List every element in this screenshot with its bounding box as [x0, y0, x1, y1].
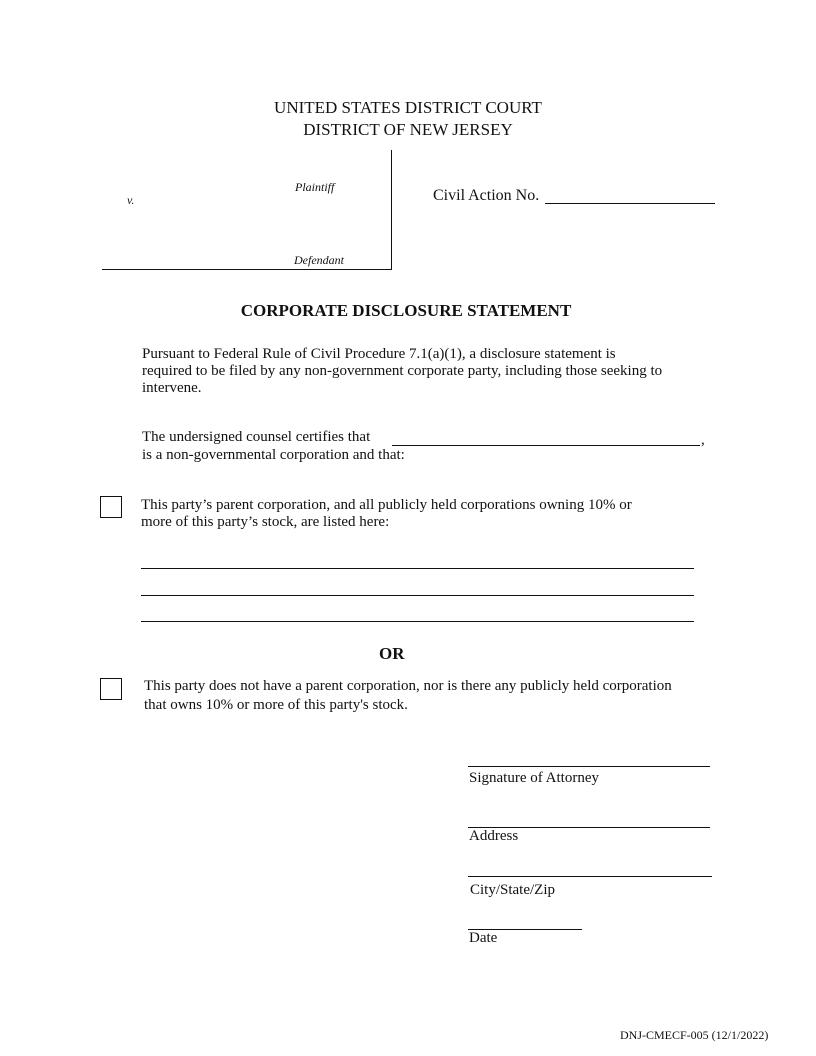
caption-bottom-rule: [102, 269, 392, 270]
option1-text: [141, 497, 701, 531]
certification-line-1: The undersigned counsel certifies that: [142, 429, 371, 445]
city-state-zip-label: City/State/Zip: [470, 882, 555, 898]
or-separator: OR: [379, 644, 405, 663]
no-parent-corporation-checkbox[interactable]: [100, 678, 122, 700]
civil-action-label: Civil Action No.: [433, 187, 540, 204]
address-label: Address: [469, 828, 519, 844]
city-state-zip-line[interactable]: [468, 860, 712, 877]
certification-line-2: is a non-governmental corporation and that:: [142, 447, 405, 463]
option2-line-2: that owns 10% or more of this party's stock.: [144, 697, 408, 713]
corporation-name-field[interactable]: [392, 429, 700, 446]
plaintiff-label: Plaintiff: [295, 180, 335, 194]
option2-line-1: This party does not have a parent corporation, nor is there any publicly held corporation: [144, 678, 672, 694]
form-id-footer: DNJ-CMECF-005 (12/1/2022): [620, 1028, 769, 1042]
address-line[interactable]: [468, 811, 710, 828]
option1-line-2: more of this party’s stock, are listed here:: [141, 514, 390, 530]
option2-text: [144, 677, 744, 715]
intro-paragraph: [142, 346, 742, 397]
caption-vertical-divider: [391, 150, 392, 270]
listed-entry-line-1[interactable]: [141, 551, 694, 569]
option1-line-1: This party’s parent corporation, and all publicly held corporations owning 10% or: [141, 497, 632, 513]
date-line[interactable]: [468, 913, 582, 930]
court-name: UNITED STATES DISTRICT COURT: [274, 98, 542, 117]
intro-line-3: intervene.: [142, 380, 202, 396]
versus-label: v.: [127, 193, 135, 207]
intro-line-1: Pursuant to Federal Rule of Civil Procedure 7.1(a)(1), a disclosure statement is: [142, 346, 616, 362]
civil-action-number-field[interactable]: [545, 186, 715, 204]
intro-line-2: required to be filed by any non-government corporate party, including those seeking to: [142, 363, 663, 379]
district-name: DISTRICT OF NEW JERSEY: [303, 120, 513, 139]
listed-entry-line-3[interactable]: [141, 604, 694, 622]
signature-line[interactable]: [468, 750, 710, 767]
parent-corporations-listed-checkbox[interactable]: [100, 496, 122, 518]
document-title: CORPORATE DISCLOSURE STATEMENT: [240, 301, 572, 320]
defendant-label: Defendant: [294, 253, 344, 267]
signature-label: Signature of Attorney: [469, 770, 599, 786]
listed-entry-line-2[interactable]: [141, 578, 694, 596]
date-label: Date: [469, 930, 498, 946]
certification-comma: ,: [701, 432, 705, 448]
